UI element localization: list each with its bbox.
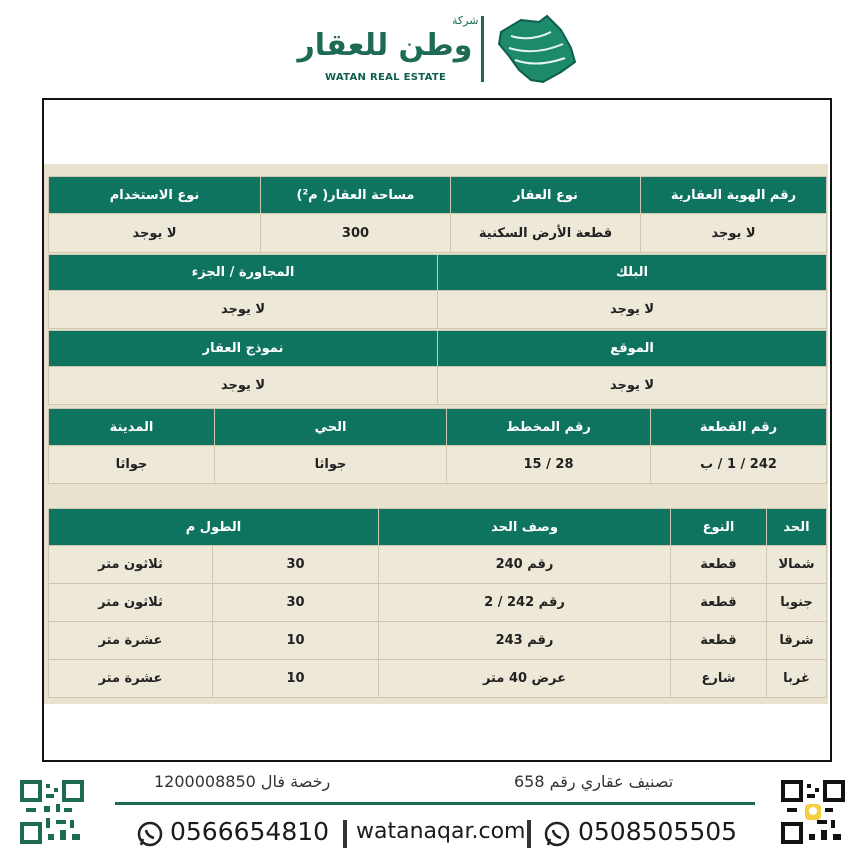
whatsapp-icon[interactable] (543, 820, 571, 848)
value-usage-type: لا يوجد (49, 214, 261, 253)
header-boundary-description: وصف الحد (379, 509, 671, 546)
block-info-table (48, 254, 827, 329)
value-location: لا يوجد (438, 367, 827, 405)
footer-divider (115, 802, 755, 805)
website-link[interactable]: watanaqar.com (356, 819, 526, 844)
whatsapp-icon[interactable] (136, 820, 164, 848)
boundary-description: عرض 40 متر (379, 660, 671, 698)
boundary-length-number: 30 (213, 584, 379, 622)
boundary-description: رقم 240 (379, 546, 671, 584)
table-row (49, 546, 827, 584)
property-document (44, 164, 828, 704)
value-district: جواثا (215, 446, 447, 484)
boundary-type: قطعة (671, 622, 767, 660)
boundary-type: قطعة (671, 584, 767, 622)
header-block: البلك (438, 255, 827, 291)
boundaries-table (48, 508, 827, 698)
location-info-table (48, 330, 827, 405)
boundary-type: شارع (671, 660, 767, 698)
property-info-table (48, 176, 827, 253)
boundary-length-words: عشرة متر (49, 622, 213, 660)
header-location: الموقع (438, 331, 827, 367)
boundary-length-number: 30 (213, 546, 379, 584)
boundary-description: رقم 242 / 2 (379, 584, 671, 622)
header-plan-number: رقم المخطط (447, 409, 651, 446)
boundary-direction: شمالا (767, 546, 827, 584)
boundary-length-words: ثلاثون متر (49, 584, 213, 622)
brand-name-english: WATAN REAL ESTATE (325, 72, 447, 83)
header-property-area: مساحة العقار( م²) (261, 177, 451, 214)
boundary-length-words: ثلاثون متر (49, 546, 213, 584)
license-text: رخصة فال 1200008850 (154, 772, 331, 791)
value-property-area: 300 (261, 214, 451, 253)
saudi-map-logo-icon (491, 12, 579, 86)
value-plot-number: 242 / 1 / ب (651, 446, 827, 484)
value-block: لا يوجد (438, 291, 827, 329)
footer-separator (527, 820, 531, 848)
header-property-type: نوع العقار (451, 177, 641, 214)
brand-logo (295, 10, 595, 90)
header-city: المدينة (49, 409, 215, 446)
boundary-description: رقم 243 (379, 622, 671, 660)
header-boundary: الحد (767, 509, 827, 546)
boundary-type: قطعة (671, 546, 767, 584)
table-row (49, 584, 827, 622)
header-usage-type: نوع الاستخدام (49, 177, 261, 214)
table-row (49, 660, 827, 698)
boundary-length-words: عشرة متر (49, 660, 213, 698)
boundary-length-number: 10 (213, 622, 379, 660)
document-frame (42, 98, 832, 762)
classification-text: تصنيف عقاري رقم 658 (514, 772, 674, 791)
boundary-direction: جنوبا (767, 584, 827, 622)
phone-number-2[interactable]: 0566654810 (170, 817, 330, 846)
brand-name-arabic: وطن للعقار (297, 28, 473, 63)
qr-code-icon[interactable] (781, 780, 845, 844)
qr-code-icon[interactable] (20, 780, 84, 844)
value-property-type: قطعة الأرض السكنية (451, 214, 641, 253)
value-plan-number: 28 / 15 (447, 446, 651, 484)
phone-number-1[interactable]: 0508505505 (578, 817, 738, 846)
boundary-direction: شرقا (767, 622, 827, 660)
table-row (49, 622, 827, 660)
boundary-direction: غربا (767, 660, 827, 698)
boundary-length-number: 10 (213, 660, 379, 698)
value-neighborhood-part: لا يوجد (49, 291, 438, 329)
plot-info-table (48, 408, 827, 484)
header-plot-number: رقم القطعة (651, 409, 827, 446)
header-property-model: نموذج العقار (49, 331, 438, 367)
header-length: الطول م (49, 509, 379, 546)
value-property-model: لا يوجد (49, 367, 438, 405)
footer-separator (343, 820, 347, 848)
header-property-id: رقم الهوية العقارية (641, 177, 827, 214)
header-neighborhood-part: المجاورة / الجزء (49, 255, 438, 291)
value-city: جواثا (49, 446, 215, 484)
header-district: الحي (215, 409, 447, 446)
logo-separator (481, 16, 484, 82)
brand-small-text: شركة (452, 14, 479, 27)
header-boundary-type: النوع (671, 509, 767, 546)
value-property-id: لا يوجد (641, 214, 827, 253)
